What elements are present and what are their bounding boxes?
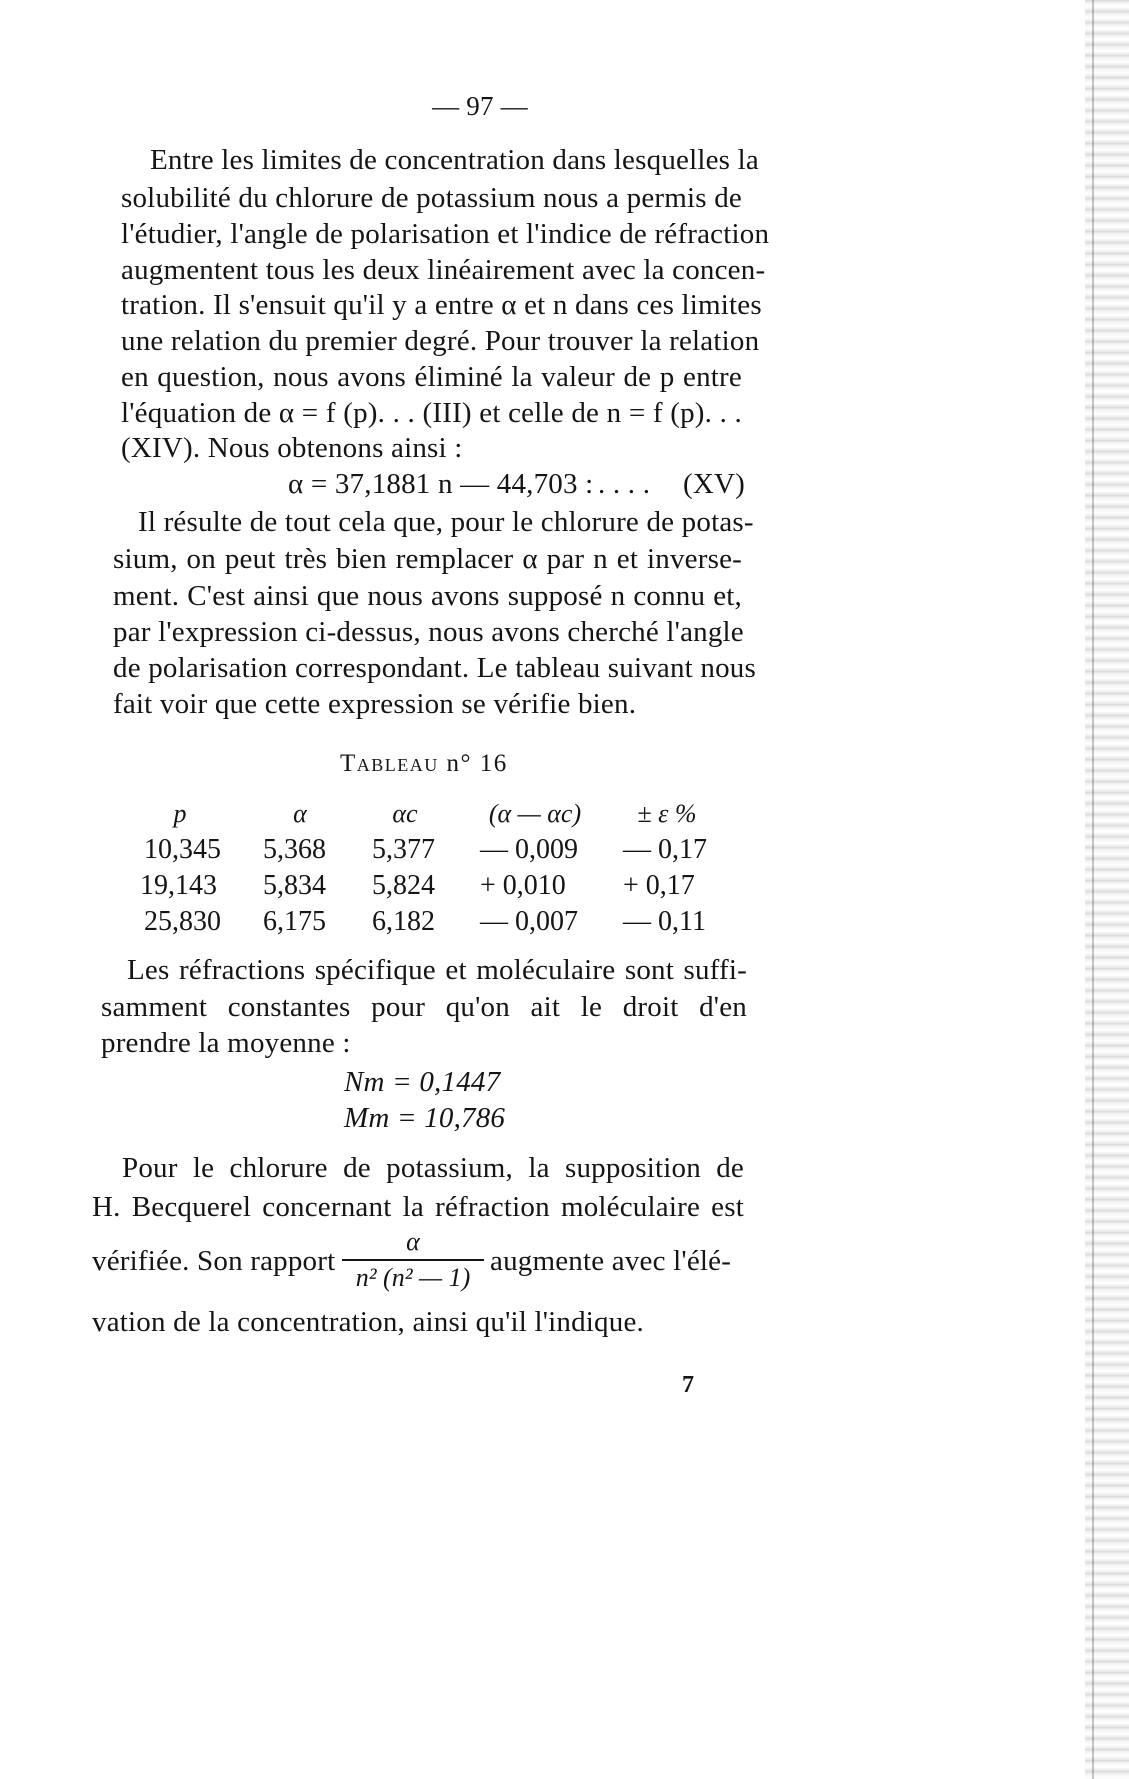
paragraph-2-line-3: ment. C'est ainsi que nous avons supposé n connu et, xyxy=(113,580,742,612)
paragraph-1-line-3: l'étudier, l'angle de polarisation et l'indice de réfraction xyxy=(121,218,770,250)
mean-specific-refraction: Nm = 0,1447 xyxy=(344,1066,501,1098)
ratio-denominator: n² (n² — 1) xyxy=(355,1263,471,1292)
equation-xv-label: (XV) xyxy=(683,468,746,500)
paragraph-3-line-3: prendre la moyenne : xyxy=(101,1027,351,1059)
table-row-2-difference: + 0,010 xyxy=(480,870,566,901)
paragraph-1-line-9: (XIV). Nous obtenons ainsi : xyxy=(121,432,463,464)
paragraph-1-line-7: en question, nous avons éliminé la valeur de p entre xyxy=(121,361,742,393)
mean-molecular-refraction: Mm = 10,786 xyxy=(344,1102,506,1134)
table-row-2-alpha: 5,834 xyxy=(263,870,326,901)
table-header-difference: (α — αc) xyxy=(488,799,582,828)
table-row-3-alpha: 6,175 xyxy=(263,906,326,937)
table-row-1-p: 10,345 xyxy=(144,834,221,865)
equation-xv-dots: . . . . xyxy=(598,468,651,500)
paragraph-1-line-4: augmentent tous les deux linéairement avec la concen- xyxy=(121,254,766,286)
ratio-numerator: α xyxy=(342,1227,484,1261)
paragraph-2-line-5: de polarisation correspondant. Le tableau suivant nous xyxy=(113,652,756,684)
table-row-3-p: 25,830 xyxy=(144,906,221,937)
paragraph-4-line-4: vation de la concentration, ainsi qu'il l'indique. xyxy=(92,1306,644,1338)
paragraph-2-line-4: par l'expression ci-dessus, nous avons cherché l'angle xyxy=(113,616,744,648)
table-row-3-difference: — 0,007 xyxy=(480,906,578,937)
scan-edge-line xyxy=(1092,0,1094,1779)
table-header-epsilon: ± ε % xyxy=(637,799,697,828)
table-header-alpha-c: αc xyxy=(392,799,418,828)
signature-mark: 7 xyxy=(682,1372,694,1398)
table-row-3-epsilon: — 0,11 xyxy=(623,906,706,937)
paragraph-1-line-2: solubilité du chlorure de potassium nous a permis de xyxy=(121,182,742,214)
equation-xv: α = 37,1881 n — 44,703 : xyxy=(288,468,594,500)
paragraph-4-line-3-end: augmente avec l'élé- xyxy=(490,1245,732,1277)
paragraph-1-line-5: tration. Il s'ensuit qu'il y a entre α et n dans ces limites xyxy=(121,289,762,321)
paragraph-2-line-2: sium, on peut très bien remplacer α par n et inverse- xyxy=(113,543,742,575)
table-row-1-difference: — 0,009 xyxy=(480,834,578,865)
paragraph-4-line-3-start: vérifiée. Son rapport xyxy=(92,1245,336,1277)
table-row-2-p: 19,143 xyxy=(140,870,217,901)
paragraph-1-line-1: Entre les limites de concentration dans lesquelles la xyxy=(150,144,759,176)
table-header-alpha: α xyxy=(293,799,307,828)
table-row-3-alpha-c: 6,182 xyxy=(372,906,435,937)
paragraph-2-line-6: fait voir que cette expression se vérifie bien. xyxy=(113,688,637,720)
table-header-p: p xyxy=(173,799,187,828)
table-row-1-alpha-c: 5,377 xyxy=(372,834,435,865)
table-caption-number: n° 16 xyxy=(446,750,508,777)
paragraph-3-line-2: samment constantes pour qu'on ait le droit d'en xyxy=(101,991,747,1023)
table-row-1-epsilon: — 0,17 xyxy=(623,834,707,865)
table-row-2-alpha-c: 5,824 xyxy=(372,870,435,901)
paragraph-1-line-6: une relation du premier degré. Pour trouver la relation xyxy=(121,325,760,357)
paragraph-1-line-8: l'équation de α = f (p). . . (III) et celle de n = f (p). . . xyxy=(121,397,742,429)
table-caption xyxy=(340,746,508,782)
paragraph-2-line-1: Il résulte de tout cela que, pour le chlorure de potas- xyxy=(138,506,754,538)
table-caption-word: Tableau xyxy=(340,750,439,777)
paragraph-3-line-1: Les réfractions spécifique et moléculaire sont suffi- xyxy=(127,954,747,986)
table-row-1-alpha: 5,368 xyxy=(263,834,326,865)
page-header: — 97 — xyxy=(432,91,528,121)
paragraph-4-line-1: Pour le chlorure de potassium, la supposition de xyxy=(122,1152,744,1184)
table-row-2-epsilon: + 0,17 xyxy=(623,870,695,901)
ratio-fraction xyxy=(342,1227,484,1293)
paragraph-4-line-2: H. Becquerel concernant la réfraction moléculaire est xyxy=(92,1191,744,1223)
